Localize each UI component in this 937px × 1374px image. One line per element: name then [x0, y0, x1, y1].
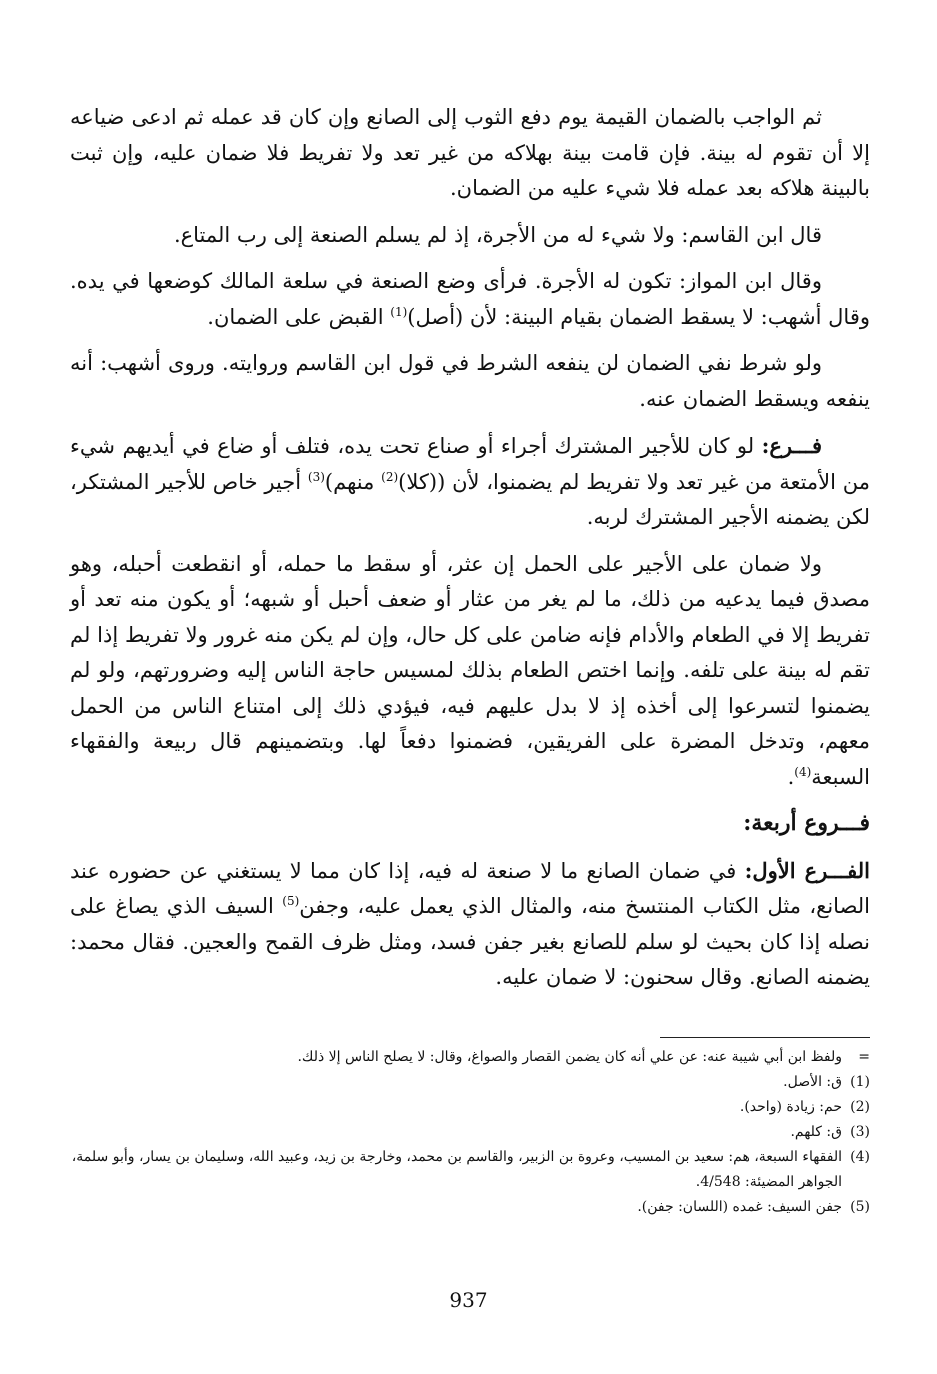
footnote-4: (4) الفقهاء السبعة، هم: سعيد بن المسيب، وعروة بن الزبير، والقاسم بن محمد، وخارجة بن زيد، وعبيد الله، وسليمان بن يسار، وأبو سلمة، الجواهر المضيئة: 4/548. — [71, 1149, 870, 1190]
footnote-ref-2: (2) — [381, 469, 399, 484]
page-number: 937 — [449, 1288, 488, 1312]
first-branch-label: الفـــرع الأول: — [744, 857, 871, 883]
paragraph-5: فـــرع: لو كان للأجير المشترك أجراء أو صناع تحت يده، فتلف أو ضاع في أيديهم شيء من الأمتعة من غير تعد ولا تفريط لم يضمنوا، لأن ((كلا)$^{(2)}$ منهم)$^{(3)}$ أجير خاص للأجير المشتكر، لكن يضمنه الأجير المشترك لربه. — [70, 433, 871, 529]
paragraph-2: قال ابن القاسم: ولا شيء له من الأجرة، إذ لم يسلم الصنعة إلى رب المتاع. — [173, 222, 822, 247]
paragraph-6: ولا ضمان على الأجير على الحمل إن عثر، أو سقط ما حمله، أو انقطعت أحبله، وهو مصدق فيما يدعيه من ذلك، ما لم يغر من عثار أو ضعف أحبل أو شبهه؛ أو يكون منه تعد أو تفريط إلا في الطعام والأدام فإنه ضامن على كل حال، وإن لم يكن منه غرور ولا تفريط إذا لم تقم له بينة على تلفه. وإنما اختص الطعام بذلك لمسيس حاجة الناس إليه وضرورتهم، ولو لم يضمنوا لتسرعوا إلى أخذه إذ لا بدل عليهم فيه، فيؤدي ذلك إلى امتناع الناس من الحمل معهم، وتدخل المضرة على الفريقين، فضمنوا دفعاً لها. وبتضمينهم قال ربيعة والفقهاء السبعة$^{(4)}$. — [70, 551, 870, 789]
main-text — [70, 100, 870, 1007]
footnote-2: (2) حم: زيادة (واحد). — [739, 1099, 870, 1115]
footnote-5: (5) جفن السيف: غمده (اللسان: جفن). — [637, 1199, 870, 1215]
footnote-ref-1: (1) — [390, 304, 408, 319]
footnote-3: (3) ق: كلهم. — [790, 1124, 870, 1140]
footnote-ref-5: (5) — [282, 894, 300, 908]
footnote-ref-3: (3) — [307, 469, 325, 484]
continuation-mark: = — [858, 1049, 870, 1065]
footnote-continuation: = ولفظ ابن أبي شيبة عنه: عن علي أنه كان يضمن القصار والصواغ، وقال: لا يصلح الناس إلا ذلك. — [70, 1045, 870, 1070]
footnote-1: (1) ق: الأصل. — [783, 1074, 870, 1090]
paragraph-3: وقال ابن المواز: تكون له الأجرة. فرأى وضع الصنعة في سلعة المالك كوضعها في يده. وقال أشهب: لا يسقط الضمان بقيام البينة: لأن (أصل)$^{(1)}$ القبض على الضمان. — [70, 269, 870, 329]
paragraph-1: ثم الواجب بالضمان القيمة يوم دفع الثوب إلى الصانع وإن كان قد عمله ثم ادعى ضياعه إلا أن تقوم له بينة. فإن قامت بينة بهلاكه من غير تعد ولا تفريط فلا ضمان عليه، وإن ثبت بالبينة هلاكه بعد عمله فلا شيء عليه من الضمان. — [70, 105, 870, 200]
section-heading: فـــروع أربعة: — [743, 810, 870, 836]
footnote-divider — [660, 1037, 870, 1038]
paragraph-7: الفـــرع الأول: في ضمان الصانع ما لا صنعة له فيه، إذا كان مما لا يستغني عن حضوره عند الصانع، مثل الكتاب المنتسخ منه، والمثال الذي يعمل عليه، وجفن$^{(5)}$ السيف الذي يصاغ على نصله إذا كان بحيث لو سلم للصانع بغير جفن فسد، ومثل ظرف القمح والعجين. فقال محمد: يضمنه الصانع. وقال سحنون: لا ضمان عليه. — [70, 857, 871, 989]
footnote-ref-4: (4) — [794, 764, 812, 779]
branch-label: فـــرع: — [761, 433, 822, 458]
footnotes — [70, 1045, 870, 1220]
paragraph-4: ولو شرط نفي الضمان لن ينفعه الشرط في قول ابن القاسم وروايته. وروى أشهب: أنه ينفعه ويسقط الضمان عنه. — [70, 351, 870, 411]
